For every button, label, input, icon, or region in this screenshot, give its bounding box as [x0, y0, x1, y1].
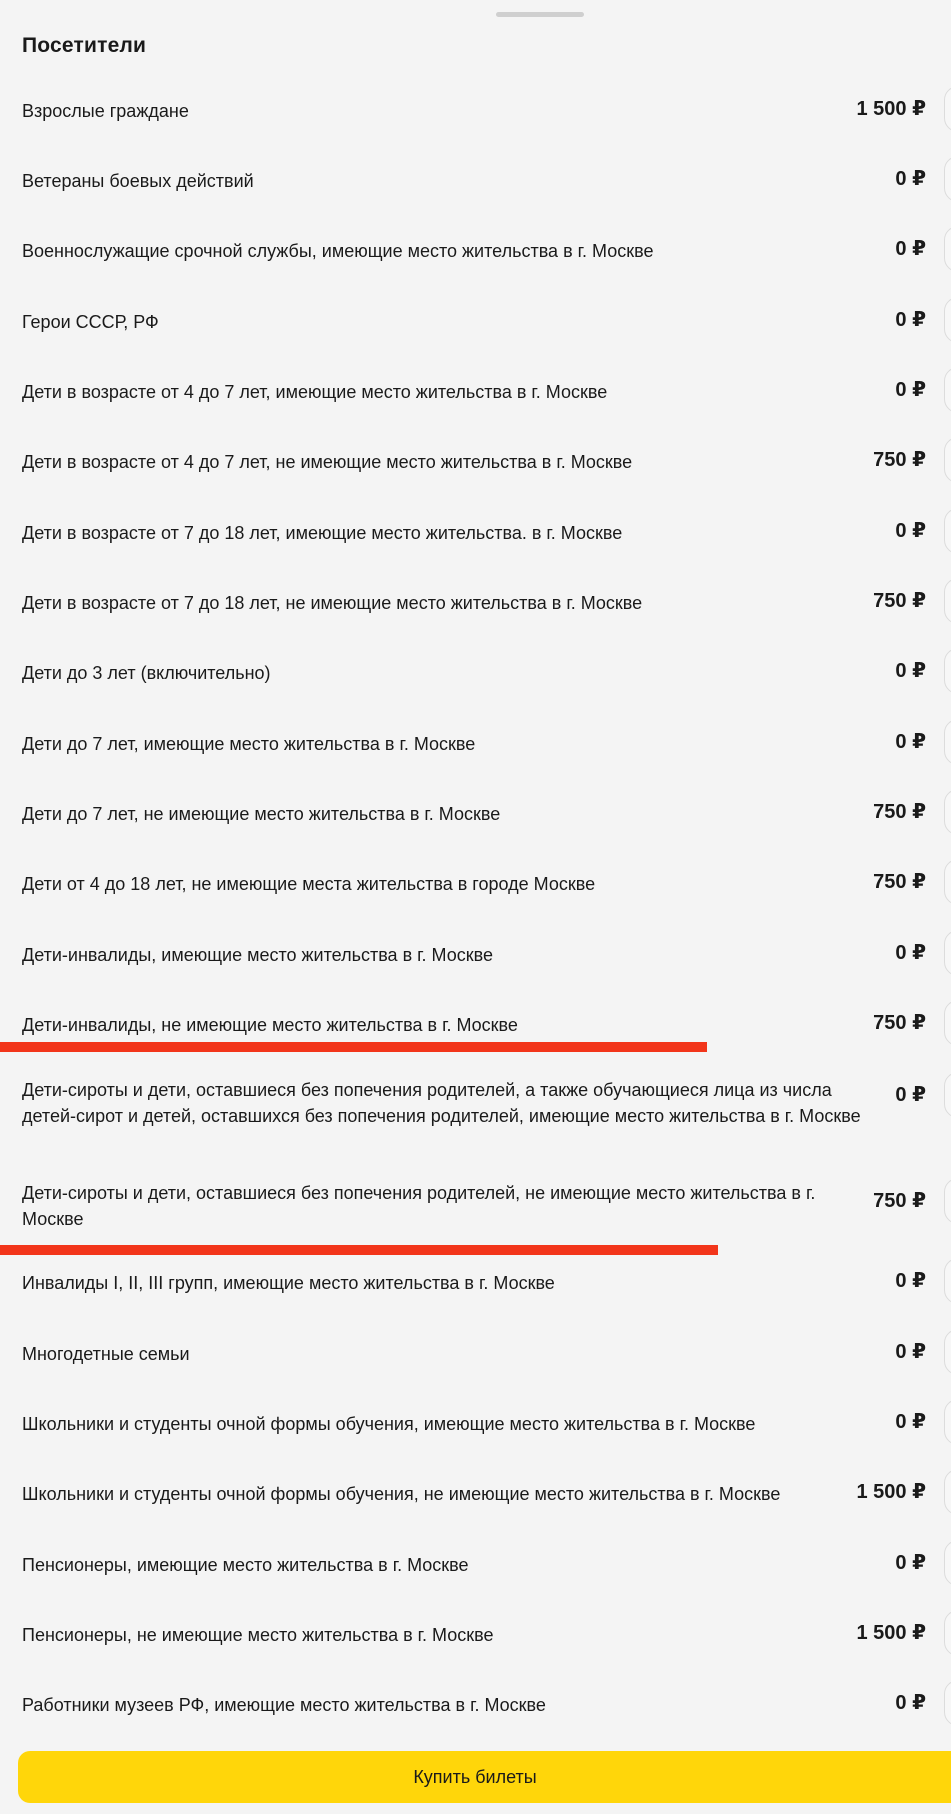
drag-handle[interactable] — [496, 12, 584, 17]
visitor-category-price: 0 ₽ — [895, 379, 926, 401]
visitor-category-price: 0 ₽ — [895, 942, 926, 964]
visitor-category-label: Дети в возрасте от 7 до 18 лет, имеющие место жительства. в г. Москве — [22, 523, 623, 543]
quantity-stepper[interactable] — [944, 297, 951, 343]
quantity-stepper[interactable] — [944, 226, 951, 272]
quantity-stepper[interactable] — [944, 367, 951, 413]
quantity-stepper[interactable] — [944, 1399, 951, 1445]
visitor-category-label: Дети до 7 лет, не имеющие место жительства в г. Москве — [22, 804, 501, 824]
visitor-category-label: Дети от 4 до 18 лет, не имеющие места жительства в городе Москве — [22, 874, 596, 894]
quantity-stepper[interactable] — [944, 156, 951, 202]
visitor-category-label: Ветераны боевых действий — [22, 171, 254, 191]
visitor-category-price: 0 ₽ — [895, 520, 926, 542]
visitor-category-price: 750 ₽ — [873, 871, 926, 893]
annotation-underline — [0, 1245, 718, 1255]
visitor-category-label: Дети-инвалиды, не имеющие место жительства в г. Москве — [22, 1015, 518, 1035]
visitor-category-price: 0 ₽ — [895, 1692, 926, 1714]
visitor-category-label: Школьники и студенты очной формы обучения, не имеющие место жительства в г. Москве — [22, 1484, 781, 1504]
visitor-category-price: 0 ₽ — [895, 1084, 926, 1106]
visitor-category-label: Пенсионеры, имеющие место жительства в г. Москве — [22, 1555, 469, 1575]
quantity-stepper[interactable] — [944, 930, 951, 976]
visitor-category-label: Дети-сироты и дети, оставшиеся без попечения родителей, а также обучающиеся лица из числа детей-сирот и детей, оставшихся без попечения родителей, имеющие место жительства в г. Москве — [22, 1080, 861, 1126]
visitor-category-label: Школьники и студенты очной формы обучения, имеющие место жительства в г. Москве — [22, 1414, 756, 1434]
quantity-stepper[interactable] — [944, 578, 951, 624]
visitor-category-price: 750 ₽ — [873, 590, 926, 612]
visitor-category-price: 0 ₽ — [895, 168, 926, 190]
visitor-category-label: Дети-сироты и дети, оставшиеся без попечения родителей, не имеющие место жительства в г. Москве — [22, 1183, 816, 1229]
quantity-stepper[interactable] — [944, 1178, 951, 1224]
visitor-category-price: 0 ₽ — [895, 1411, 926, 1433]
visitor-category-price: 750 ₽ — [873, 1190, 926, 1212]
visitor-category-label: Работники музеев РФ, имеющие место жительства в г. Москве — [22, 1695, 546, 1715]
section-title: Посетители — [22, 34, 147, 57]
visitor-category-price: 750 ₽ — [873, 449, 926, 471]
annotation-underline — [0, 1042, 707, 1052]
visitor-category-label: Дети в возрасте от 4 до 7 лет, имеющие место жительства в г. Москве — [22, 382, 608, 402]
quantity-stepper[interactable] — [944, 1329, 951, 1375]
visitor-category-price: 0 ₽ — [895, 309, 926, 331]
visitor-category-label: Дети до 7 лет, имеющие место жительства в г. Москве — [22, 734, 476, 754]
visitor-category-label: Дети в возрасте от 7 до 18 лет, не имеющие место жительства в г. Москве — [22, 593, 643, 613]
quantity-stepper[interactable] — [944, 719, 951, 765]
quantity-stepper[interactable] — [944, 1072, 951, 1118]
visitor-category-price: 0 ₽ — [895, 660, 926, 682]
quantity-stepper[interactable] — [944, 1610, 951, 1656]
quantity-stepper[interactable] — [944, 789, 951, 835]
visitor-category-price: 750 ₽ — [873, 1012, 926, 1034]
visitor-category-price: 750 ₽ — [873, 801, 926, 823]
visitor-category-price: 0 ₽ — [895, 1341, 926, 1363]
visitor-category-price: 0 ₽ — [895, 238, 926, 260]
quantity-stepper[interactable] — [944, 648, 951, 694]
visitor-category-price: 0 ₽ — [895, 1270, 926, 1292]
quantity-stepper[interactable] — [944, 1258, 951, 1304]
visitor-category-label: Инвалиды I, II, III групп, имеющие место жительства в г. Москве — [22, 1273, 555, 1293]
buy-tickets-button[interactable] — [18, 1751, 951, 1803]
quantity-stepper[interactable] — [944, 508, 951, 554]
visitor-category-price: 1 500 ₽ — [856, 1622, 926, 1644]
quantity-stepper[interactable] — [944, 1540, 951, 1586]
visitor-category-label: Взрослые граждане — [22, 101, 189, 121]
visitor-category-label: Дети до 3 лет (включительно) — [22, 663, 271, 683]
buy-tickets-label: Купить билеты — [413, 1767, 537, 1787]
quantity-stepper[interactable] — [944, 1000, 951, 1046]
visitor-category-label: Военнослужащие срочной службы, имеющие место жительства в г. Москве — [22, 241, 654, 261]
quantity-stepper[interactable] — [944, 86, 951, 132]
visitor-category-price: 0 ₽ — [895, 1552, 926, 1574]
visitor-category-label: Дети в возрасте от 4 до 7 лет, не имеющие место жительства в г. Москве — [22, 452, 633, 472]
visitor-category-price: 1 500 ₽ — [856, 1481, 926, 1503]
visitor-category-price: 1 500 ₽ — [856, 98, 926, 120]
quantity-stepper[interactable] — [944, 437, 951, 483]
quantity-stepper[interactable] — [944, 1680, 951, 1726]
visitor-category-label: Герои СССР, РФ — [22, 312, 159, 332]
visitor-category-price: 0 ₽ — [895, 731, 926, 753]
quantity-stepper[interactable] — [944, 859, 951, 905]
visitor-category-label: Пенсионеры, не имеющие место жительства в г. Москве — [22, 1625, 494, 1645]
visitor-category-label: Дети-инвалиды, имеющие место жительства в г. Москве — [22, 945, 493, 965]
quantity-stepper[interactable] — [944, 1469, 951, 1515]
visitor-category-label: Многодетные семьи — [22, 1344, 190, 1364]
